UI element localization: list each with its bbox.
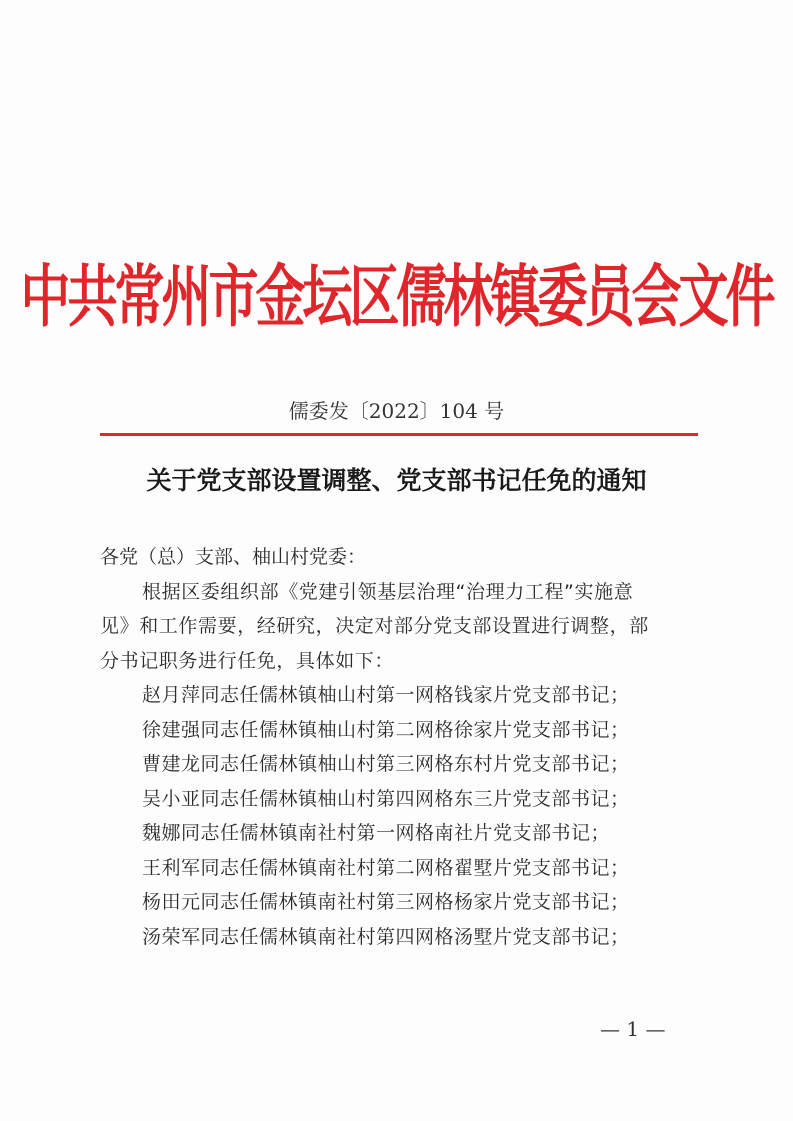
appointment-item: 曹建龙同志任儒林镇柚山村第三网格东村片党支部书记； [142,753,630,775]
page-number: — 1 — [600,1017,666,1041]
document-header-title: 中共常州市金坛区儒林镇委员会文件 [20,256,773,337]
addressee-line: 各党（总）支部、柚山村党委： [100,546,367,568]
appointment-item: 吴小亚同志任儒林镇柚山村第四网格东三片党支部书记； [142,787,630,810]
appointment-item: 徐建强同志任儒林镇柚山村第二网格徐家片党支部书记； [142,718,630,741]
red-divider-line [100,433,698,436]
appointment-item: 赵月萍同志任儒林镇柚山村第一网格钱家片党支部书记； [142,684,630,706]
paragraph-line: 根据区委组织部《党建引领基层治理“治理力工程”实施意 [142,580,634,603]
notice-title: 关于党支部设置调整、党支部书记任免的通知 [146,466,647,495]
appointment-item: 魏娜同志任儒林镇南社村第一网格南社片党支部书记； [142,822,611,844]
paragraph-line: 见》和工作需要，经研究，决定对部分党支部设置进行调整，部 [100,615,649,637]
appointment-item: 汤荣军同志任儒林镇南社村第四网格汤墅片党支部书记； [142,925,630,948]
document-body [100,540,695,954]
document-number: 儒委发〔2022〕104 号 [288,399,505,423]
appointment-item: 杨田元同志任儒林镇南社村第三网格杨家片党支部书记； [142,891,630,913]
appointment-item: 王利军同志任儒林镇南社村第二网格翟墅片党支部书记； [142,856,630,879]
paragraph-line: 分书记职务进行任免，具体如下： [100,649,395,672]
